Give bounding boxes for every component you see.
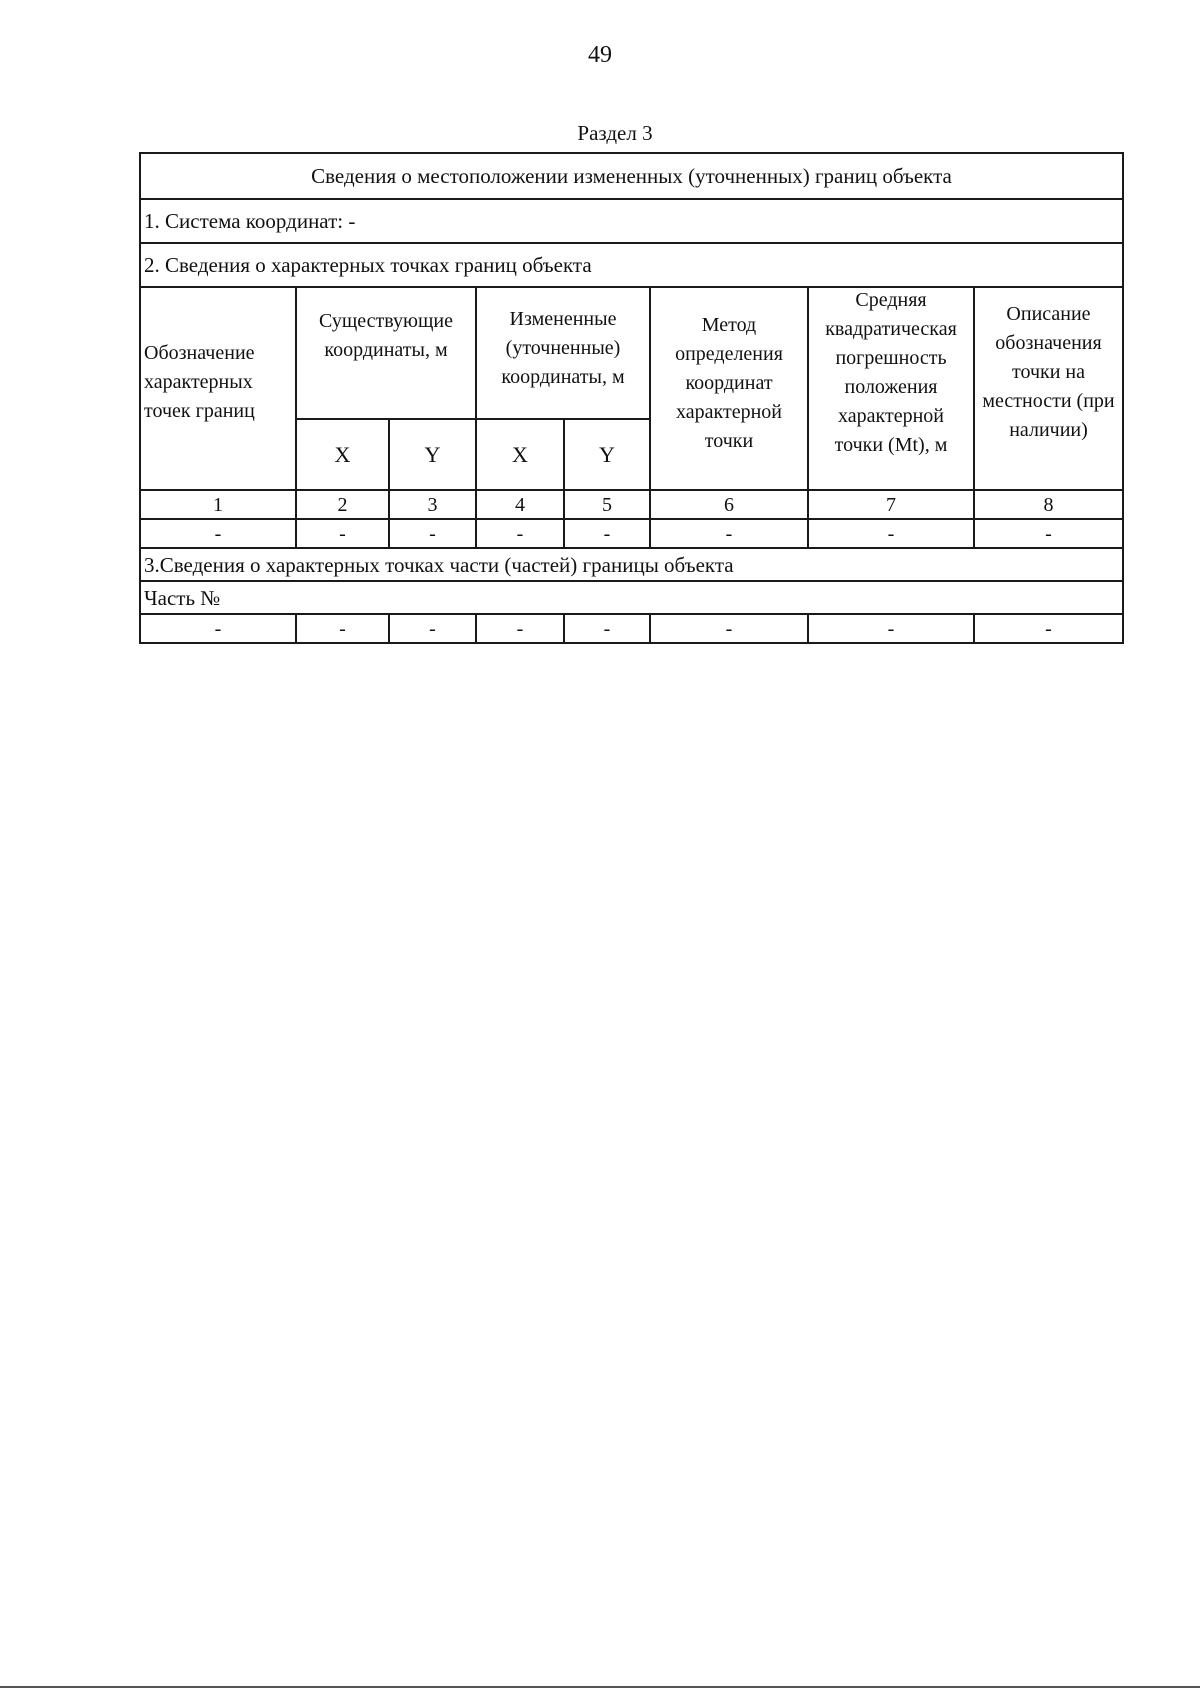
table-cell: -: [650, 519, 808, 548]
points-heading: 2. Сведения о характерных точках границ объекта: [140, 243, 1123, 287]
header-existing-coords: [296, 287, 476, 419]
header-row: [140, 287, 1123, 419]
table-cell: -: [564, 614, 650, 643]
table-cell: -: [808, 614, 974, 643]
header-changed-x: X: [476, 419, 564, 490]
table-cell: -: [974, 614, 1123, 643]
table-cell: -: [974, 519, 1123, 548]
column-number: 3: [389, 490, 476, 519]
parts-heading: 3.Сведения о характерных точках части (частей) границы объекта: [140, 548, 1123, 581]
table-cell: -: [389, 614, 476, 643]
column-number: 4: [476, 490, 564, 519]
bottom-rule: [0, 1686, 1200, 1688]
table-cell: -: [296, 519, 389, 548]
column-number: 8: [974, 490, 1123, 519]
table-row: [140, 614, 1123, 643]
table-cell: -: [389, 519, 476, 548]
header-description-text: Описание обозначения точки на местности (при наличии): [982, 303, 1115, 441]
table-title: Сведения о местоположении измененных (уточненных) границ объекта: [140, 153, 1123, 199]
part-label-row: [140, 581, 1123, 614]
table-row: [140, 519, 1123, 548]
boundary-info-table: [139, 152, 1124, 644]
header-description: [974, 287, 1123, 490]
header-method-text: Метод определения координат характерной точки: [675, 314, 783, 452]
table-cell: -: [476, 614, 564, 643]
header-method: [650, 287, 808, 490]
column-number: 7: [808, 490, 974, 519]
table-cell: -: [296, 614, 389, 643]
table-cell: -: [476, 519, 564, 548]
header-existing-x: X: [296, 419, 389, 490]
part-label: Часть №: [140, 581, 1123, 614]
column-number-row: [140, 490, 1123, 519]
header-existing-y: Y: [389, 419, 476, 490]
table-cell: -: [140, 519, 296, 548]
coordinate-system-row: [140, 199, 1123, 243]
points-heading-row: [140, 243, 1123, 287]
page-number: 49: [588, 42, 612, 68]
header-existing-coords-text: Существующие координаты, м: [319, 310, 453, 361]
table-cell: -: [564, 519, 650, 548]
section-label: Раздел 3: [577, 121, 653, 145]
column-number: 6: [650, 490, 808, 519]
column-number: 1: [140, 490, 296, 519]
table-title-row: [140, 153, 1123, 199]
header-designation-text: Обозначение характерных точек границ: [144, 342, 255, 422]
header-designation: [140, 287, 296, 490]
header-changed-coords-text: Измененные (уточненные) координаты, м: [501, 307, 625, 388]
column-number: 2: [296, 490, 389, 519]
header-error: [808, 287, 974, 490]
column-number: 5: [564, 490, 650, 519]
header-changed-y: Y: [564, 419, 650, 490]
parts-heading-row: [140, 548, 1123, 581]
header-error-text: Средняя квадратическая погрешность положения характерной точки (Mt), м: [825, 288, 957, 456]
header-changed-coords: [476, 287, 650, 419]
table-cell: -: [650, 614, 808, 643]
table-cell: -: [808, 519, 974, 548]
table-cell: -: [140, 614, 296, 643]
coordinate-system: 1. Система координат: -: [140, 199, 1123, 243]
